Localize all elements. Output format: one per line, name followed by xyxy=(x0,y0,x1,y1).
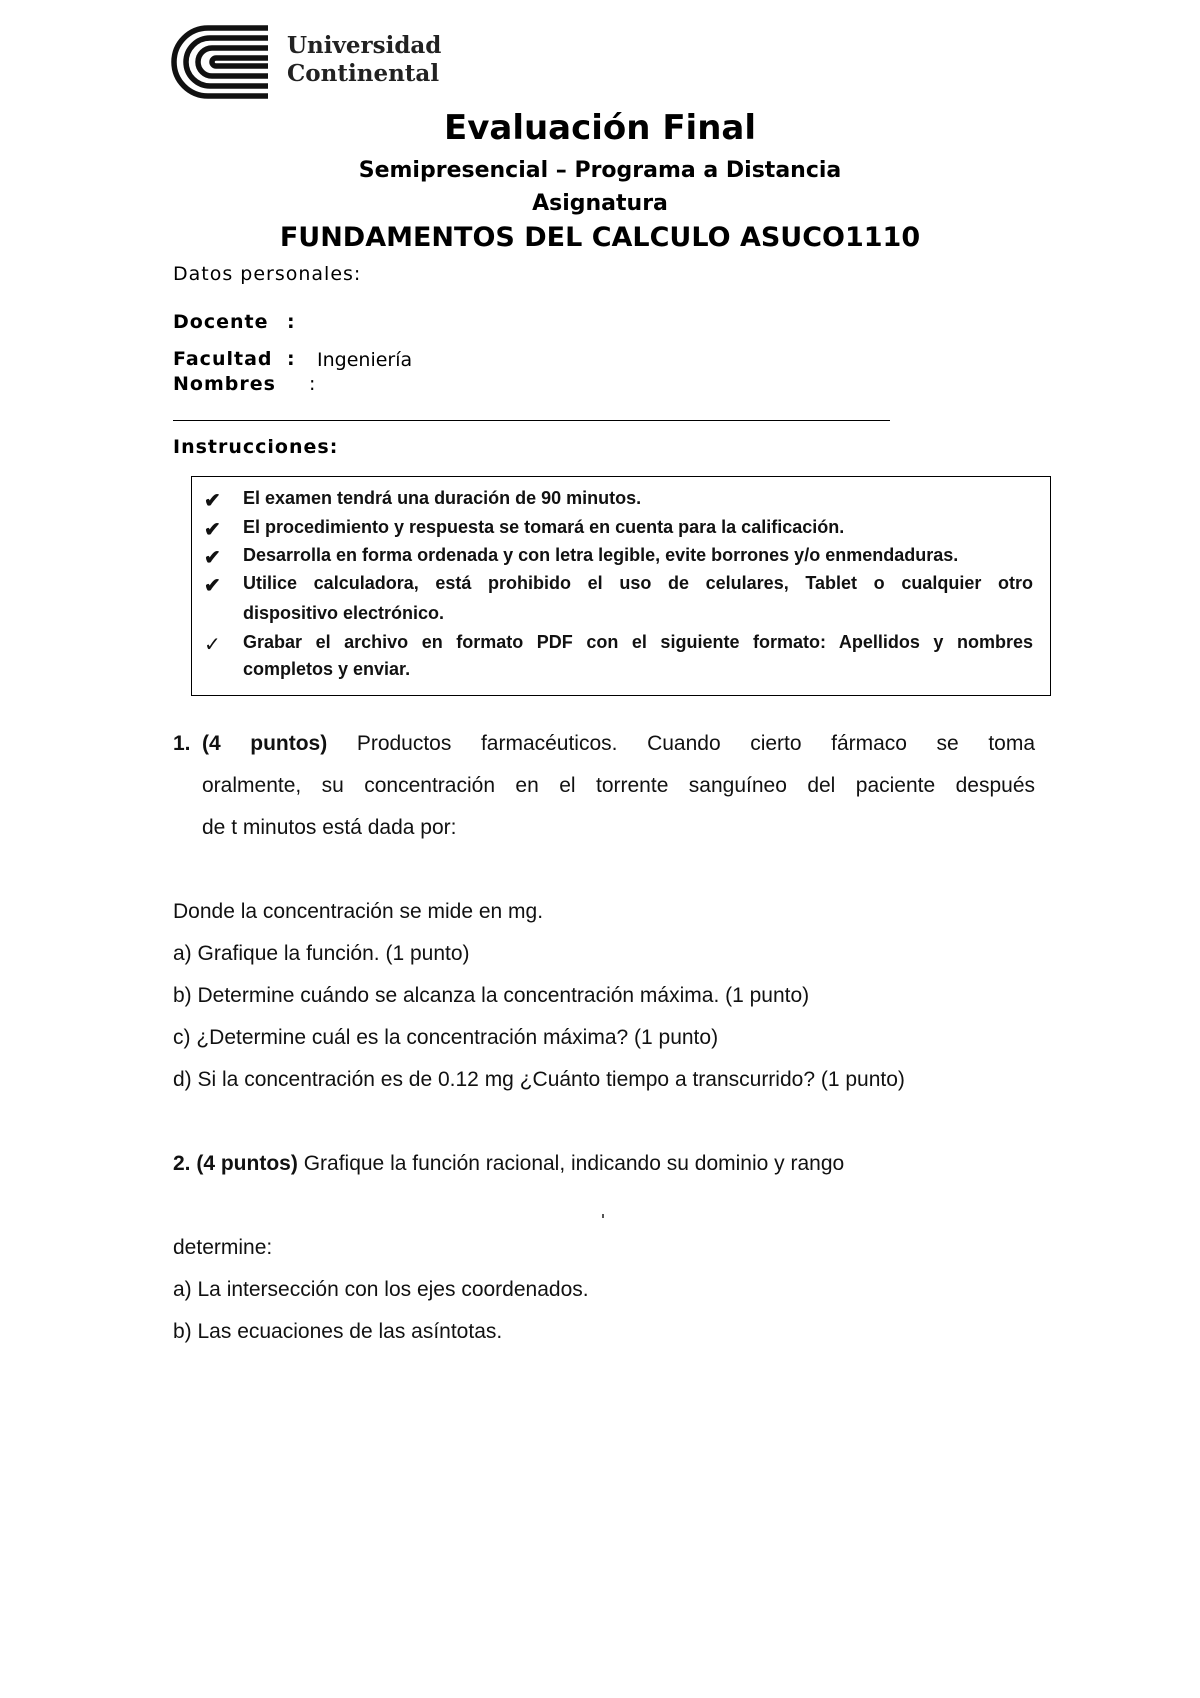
instruction-text: El examen tendrá una duración de 90 minutos. xyxy=(243,488,642,508)
university-logo xyxy=(170,24,470,104)
instruction-text: completos y enviar. xyxy=(243,659,411,679)
q1-part-b: b) Determine cuándo se alcanza la concentración máxima. (1 punto) xyxy=(173,984,810,1007)
course-title: FUNDAMENTOS DEL CALCULO ASUCO1110 xyxy=(279,222,921,253)
instruction-text: Grabar el archivo en formato PDF con el siguiente formato: Apellidos y nombres xyxy=(243,632,1033,652)
nombres-colon: : xyxy=(309,373,316,395)
q1-note: Donde la concentración se mide en mg. xyxy=(173,900,544,923)
q2-number-points: 2. (4 puntos) xyxy=(173,1152,298,1175)
university-name xyxy=(287,32,441,88)
facultad-value: Ingeniería xyxy=(317,349,413,371)
q1-part-d: d) Si la concentración es de 0.12 mg ¿Cuánto tiempo a transcurrido? (1 punto) xyxy=(173,1068,905,1091)
checkmark-icon: ✔ xyxy=(204,519,221,541)
instructions-box xyxy=(191,476,1051,696)
q2-part-a: a) La intersección con los ejes coordenados. xyxy=(173,1278,589,1301)
q2-text: Grafique la función racional, indicando su dominio y rango xyxy=(303,1152,845,1175)
logo-line-2: Continental xyxy=(287,60,440,87)
page-subtitle: Semipresencial – Programa a Distancia xyxy=(358,158,842,183)
instruction-text: dispositivo electrónico. xyxy=(243,603,445,623)
logo-mark-icon xyxy=(170,24,270,102)
asignatura-label: Asignatura xyxy=(532,191,668,216)
docente-label: Docente xyxy=(173,311,269,333)
q2-heading xyxy=(173,1152,844,1176)
q1-part-a: a) Grafique la función. (1 punto) xyxy=(173,942,470,965)
instruction-text: Utilice calculadora, está prohibido el uso de celulares, Tablet o cualquier otro xyxy=(243,573,1033,593)
logo-line-1: Universidad xyxy=(287,32,442,59)
q1-line-2: oralmente, su concentración en el torrente sanguíneo del paciente después xyxy=(202,774,1035,797)
formula-placeholder-dot xyxy=(602,1214,604,1218)
q2-determine: determine: xyxy=(173,1236,273,1259)
checkmark-icon: ✔ xyxy=(204,575,221,597)
q1-points: (4 puntos) xyxy=(202,732,328,755)
checkmark-icon: ✔ xyxy=(204,547,221,569)
q1-text-1: Productos farmacéuticos. Cuando cierto fármaco se toma xyxy=(356,732,1035,755)
page-title: Evaluación Final xyxy=(443,108,757,148)
q1-line-1 xyxy=(202,732,1035,756)
q2-part-b: b) Las ecuaciones de las asíntotas. xyxy=(173,1320,503,1343)
q1-line-3: de t minutos está dada por: xyxy=(202,816,457,839)
q1-part-c: c) ¿Determine cuál es la concentración máxima? (1 punto) xyxy=(173,1026,719,1049)
facultad-label: Facultad xyxy=(173,348,273,370)
docente-colon: : xyxy=(287,311,296,333)
q1-number: 1. xyxy=(173,732,191,755)
instruction-text: Desarrolla en forma ordenada y con letra legible, evite borrones y/o enmendaduras. xyxy=(243,545,959,565)
checkmark-icon: ✔ xyxy=(204,490,221,512)
instruction-text: El procedimiento y respuesta se tomará en cuenta para la calificación. xyxy=(243,517,845,537)
personal-data-heading: Datos personales: xyxy=(173,263,362,285)
nombres-label: Nombres xyxy=(173,373,276,395)
name-underline xyxy=(173,420,890,421)
instructions-heading: Instrucciones: xyxy=(173,436,339,458)
facultad-colon: : xyxy=(287,348,296,370)
checkmark-icon: ✓ xyxy=(204,634,221,656)
